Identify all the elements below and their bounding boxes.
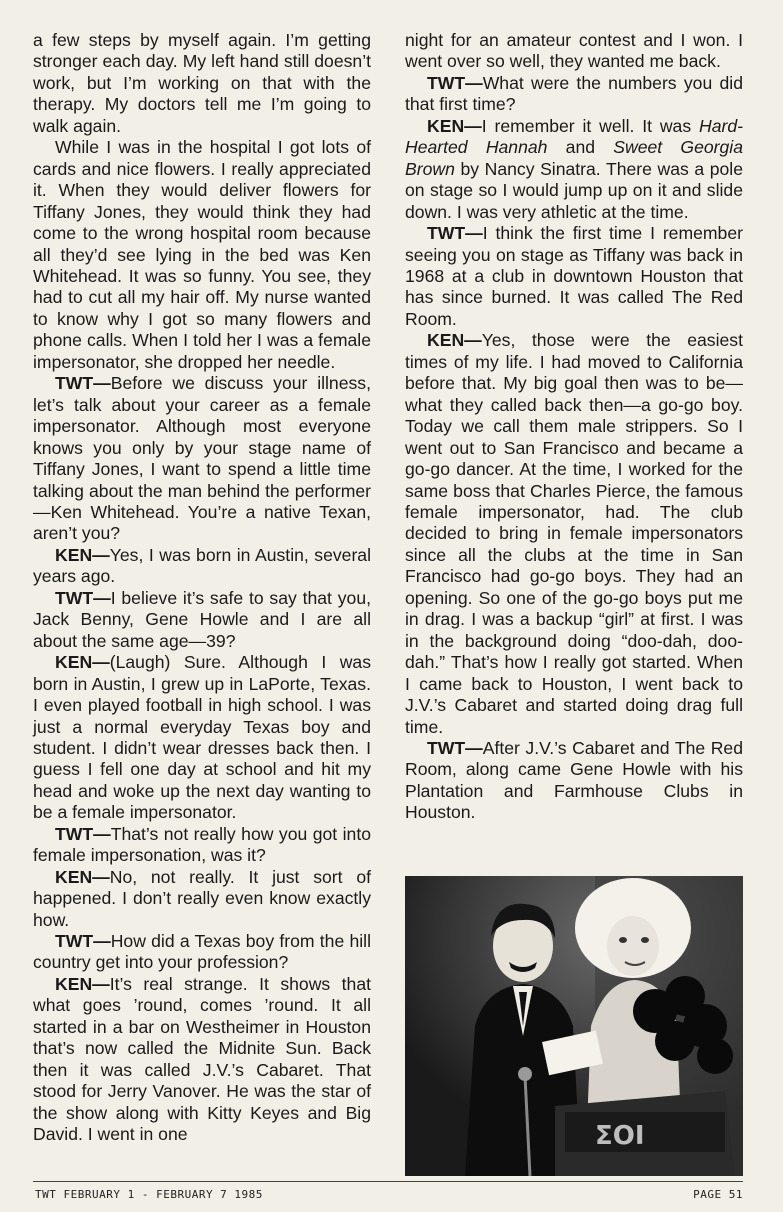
paragraph: night for an amateur contest and I won. I went over so well, they wanted me back. bbox=[405, 30, 743, 72]
song-title: Hard-Hearted Hannah bbox=[405, 115, 743, 158]
photo bbox=[405, 876, 743, 1176]
paragraph: While I was in the hospital I got lots of cards and nice flowers. I really appreciated it. When they would deliver flowers for Tiffany Jones, they would think they had come to the wrong hospital room because all they’d see lying in the bed was Ken Whitehead. It was so funny. You see, they had to cut all my hair off. My nurse wanted to know why I got so many flowers and phone calls. When I told her I was a female impersonator, she dropped her needle. bbox=[33, 137, 371, 372]
speaker-label: KEN— bbox=[427, 115, 482, 136]
podium-emblem: ΣΟΙ bbox=[595, 1121, 645, 1151]
speaker-label: KEN— bbox=[55, 544, 110, 565]
paragraph: KEN—It’s real strange. It shows that what goes ’round, comes ’round. It all started in a bar on Westheimer in Houston that’s now called the Midnite Sun. Back then it was called J.V.’s Cabaret. That stood for Jerry Vanover. He was the star of the show along with Kitty Keyes and Big David. I went in one bbox=[33, 973, 371, 1145]
song-title: Sweet Georgia Brown bbox=[405, 137, 743, 179]
speaker-label: TWT— bbox=[55, 931, 111, 952]
paragraph: KEN—(Laugh) Sure. Although I was born in Austin, I grew up in LaPorte, Texas. I even played football in high school. I was just a normal everyday Texas boy and student. I didn’t wear dresses back then. I guess I fell one day at school and hit my head and woke up the next day wanting to be a female impersonator. bbox=[33, 652, 371, 823]
left-column bbox=[33, 30, 371, 1146]
speaker-label: TWT— bbox=[55, 823, 111, 844]
paragraph: TWT—Before we discuss your illness, let’s talk about your career as a female impersonator. Although most everyone knows you only by your stage name of Tiffany Jones, I want to spend a little time talking about the man behind the performer—Ken Whitehead. You’re a native Texan, aren’t you? bbox=[33, 373, 371, 544]
paragraph: TWT—What were the numbers you did that first time? bbox=[405, 72, 743, 115]
paragraph: TWT—That’s not really how you got into female impersonation, was it? bbox=[33, 823, 371, 866]
paragraph: KEN—No, not really. It just sort of happened. I don’t really even know exactly how. bbox=[33, 866, 371, 930]
paragraph: TWT—After J.V.’s Cabaret and The Red Room, along came Gene Howle with his Plantation and Farmhouse Clubs in Houston. bbox=[405, 737, 743, 823]
speaker-label: KEN— bbox=[55, 866, 110, 887]
speaker-label: TWT— bbox=[427, 72, 483, 93]
paragraph: KEN—Yes, I was born in Austin, several years ago. bbox=[33, 544, 371, 587]
speaker-label: KEN— bbox=[427, 330, 482, 351]
paragraph: KEN—I remember it well. It was Hard-Hearted Hannah and Sweet Georgia Brown by Nancy Sinatra. There was a pole on stage so I would jump up on it and slide down. I was very athletic at the time. bbox=[405, 115, 743, 222]
paragraph: TWT—I believe it’s safe to say that you, Jack Benny, Gene Howle and I are all about the same age—39? bbox=[33, 587, 371, 651]
paragraph: KEN—Yes, those were the easiest times of my life. I had moved to California before that. My big goal then was to be—what they called back then—a go-go boy. Today we call them male strippers. So I went out to San Francisco and became a go-go dancer. At the time, I worked for the same boss that Charles Pierce, the famous female impersonator, had. The club decided to bring in female impersonators since all the clubs at the time in San Francisco had go-go boys. They had an opening. So one of the go-go boys put me in drag. I was a backup “girl” at first. I was in the background doing “doo-dah, doo-dah.” That’s how I really got started. When I came back to Houston, I went back to J.V.’s Cabaret and started doing drag full time. bbox=[405, 330, 743, 737]
paragraph: a few steps by myself again. I’m getting stronger each day. My left hand still doesn’t work, but I’m working on that with the therapy. My doctors tell me I’m going to walk again. bbox=[33, 30, 371, 136]
footer-issue: TWT FEBRUARY 1 - FEBRUARY 7 1985 bbox=[35, 1188, 263, 1201]
right-column bbox=[405, 30, 743, 824]
speaker-label: TWT— bbox=[55, 587, 111, 608]
page-footer bbox=[33, 1181, 743, 1201]
paragraph: TWT—I think the first time I remember seeing you on stage as Tiffany was back in 1968 at a club in downtown Houston that has since burned. It was called The Red Room. bbox=[405, 223, 743, 329]
footer-page-number: PAGE 51 bbox=[693, 1188, 743, 1201]
speaker-label: TWT— bbox=[427, 223, 483, 244]
speaker-label: KEN— bbox=[55, 973, 110, 994]
paragraph: TWT—How did a Texas boy from the hill country get into your profession? bbox=[33, 931, 371, 973]
photo-illustration bbox=[405, 876, 743, 1176]
speaker-label: TWT— bbox=[55, 373, 111, 394]
speaker-label: TWT— bbox=[427, 737, 483, 758]
speaker-label: KEN— bbox=[55, 652, 110, 673]
